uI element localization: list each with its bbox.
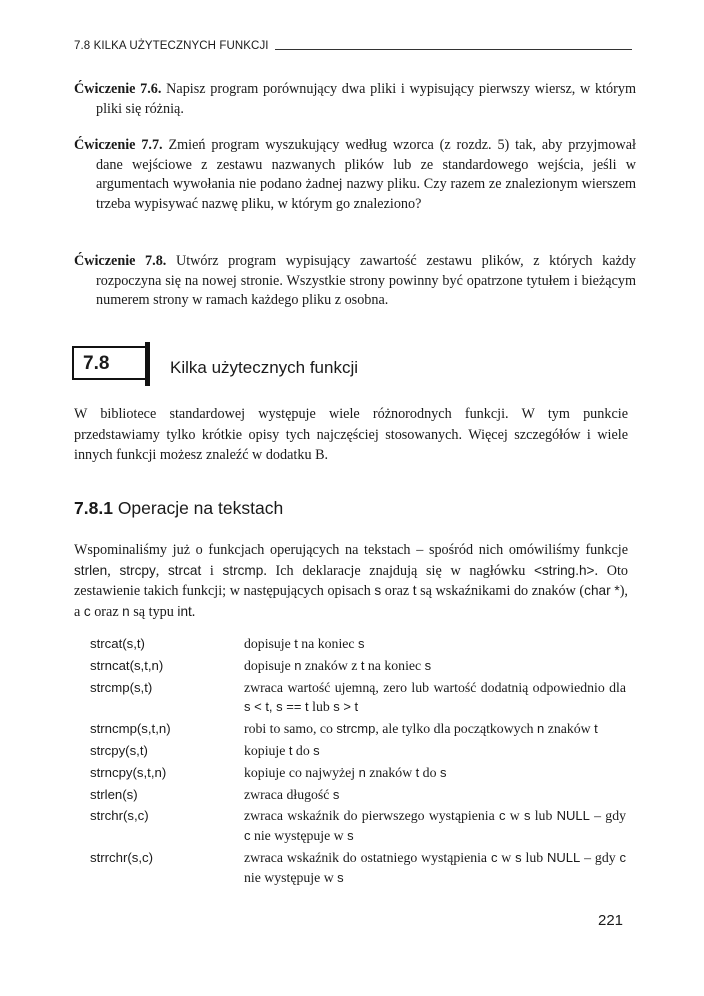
text-run: są typu [129, 603, 178, 620]
exercise-text: Napisz program porównujący dwa pliki i wypisujący pierwszy wiersz, w którym pliki się różnią. [96, 81, 636, 117]
function-name: strlen(s) [90, 786, 138, 802]
function-name: strcat(s,t) [90, 636, 145, 651]
function-row [90, 848, 630, 888]
text-run: , [107, 562, 120, 579]
exercise-label: Ćwiczenie 7.7. [74, 137, 163, 153]
subsection-heading [74, 498, 283, 519]
text-run: zwraca wskaźnik do ostatniego wystąpienia [244, 849, 491, 865]
function-description [244, 741, 626, 761]
text-run: do [292, 742, 314, 758]
function-name: strncmp(s,t,n) [90, 721, 171, 737]
text-run: zwraca wartość ujemną, zero lub wartość dodatnią odpowiednio dla [244, 679, 626, 695]
code-run: strcat [167, 562, 202, 578]
text-run: . Ich deklaracje znajdują się w nagłówku [263, 562, 535, 579]
text-run: i [201, 562, 223, 579]
code-run: NULL [547, 849, 581, 865]
code-run: s [347, 828, 354, 844]
function-description [244, 656, 626, 676]
section-title: Kilka użytecznych funkcji [170, 358, 359, 377]
code-run: s [515, 849, 522, 865]
text-run: . [191, 603, 196, 620]
code-run: c [619, 849, 626, 865]
code-run: NULL [556, 808, 590, 824]
exercise-text: Zmień program wyszukujący według wzorca (z rozdz. 5) tak, aby przyjmował dane wejściowe z zestawu nazwanych plików lub ze standardowego wejścia, jeśli w argumentach wywołania nie podano żadnej nazwy pliku. Czy razem ze znalezionym wierszem trzeba wypisywać nazwę pliku, w którym go znaleziono? [96, 137, 636, 212]
subsection-paragraph [74, 540, 628, 622]
text-run: znaków z [301, 657, 361, 673]
section-box-bar [145, 342, 150, 386]
code-run: n [294, 657, 302, 673]
function-row [90, 741, 630, 761]
text-run: , ale tylko dla początkowych [375, 721, 538, 737]
code-run: n [122, 603, 130, 619]
running-head-rule [275, 49, 632, 50]
code-run: c [490, 849, 498, 865]
function-name: strchr(s,c) [90, 808, 149, 824]
code-run: s [357, 636, 365, 651]
function-name: strcpy(s,t) [90, 742, 148, 758]
function-name: strncpy(s,t,n) [90, 764, 167, 780]
section-number-box [72, 346, 150, 380]
text-run: nie występuje w [250, 828, 348, 844]
function-row [90, 785, 630, 805]
text-run: znaków [544, 721, 595, 737]
function-description [244, 785, 626, 805]
text-run: , [155, 562, 168, 579]
function-row [90, 634, 630, 654]
exercise-label: Ćwiczenie 7.6. [74, 81, 162, 97]
exercise-text: Utwórz program wypisujący zawartość zestawu plików, z których każdy rozpoczyna się na nowej stronie. Wszystkie strony powinny być opatrzone tytułem i bieżącym numerem strony w ramach każdego pliku z osobna. [96, 253, 636, 309]
code-run: t [288, 742, 293, 758]
text-run: oraz [381, 583, 413, 599]
text-run: zwraca długość [244, 786, 333, 802]
code-run: s [439, 764, 447, 780]
text-run: lub [308, 699, 334, 715]
function-description [244, 806, 626, 846]
text-run: dopisuje [244, 657, 295, 673]
code-run: s [424, 657, 432, 673]
code-run: s [313, 742, 320, 758]
code-run: t [412, 583, 417, 598]
function-row [90, 806, 630, 846]
code-run: n [358, 764, 366, 780]
subsection-number: 7.8.1 [74, 498, 113, 518]
code-run: s [374, 583, 382, 598]
exercise-label: Ćwiczenie 7.8. [74, 253, 167, 269]
text-run: do [419, 764, 440, 780]
exercise-7-7 [74, 136, 636, 214]
running-head-title: 7.8 KILKA UŻYTECZNYCH FUNKCJI [74, 40, 269, 52]
code-run: char * [584, 583, 620, 598]
text-run: – gdy [589, 808, 626, 824]
code-run: t [360, 657, 365, 673]
code-run: strcmp [336, 721, 376, 737]
code-run: c [244, 828, 251, 844]
text-run: są wskaźnikami do znaków ( [416, 583, 585, 599]
code-run: s [332, 786, 340, 802]
text-run: na koniec [297, 636, 358, 651]
exercise-7-6 [74, 80, 636, 119]
function-name: strcmp(s,t) [90, 679, 153, 695]
code-run: s > t [333, 699, 359, 715]
text-run: kopiuje [244, 742, 289, 758]
code-run: t [594, 721, 598, 737]
code-run: t [415, 764, 420, 780]
function-description [244, 678, 626, 718]
text-run: w [497, 849, 516, 865]
text-run: robi to samo, co [244, 721, 337, 737]
code-run: strcpy [119, 562, 156, 578]
text-run: ), a [74, 583, 628, 620]
code-run: n [537, 721, 545, 737]
text-run: w [505, 808, 524, 824]
text-run: nie występuje w [244, 869, 338, 885]
running-head [74, 40, 632, 52]
text-run: Wspominaliśmy już o funkcjach operujących na tekstach – spośród nich omówiliśmy funkcje [74, 542, 628, 558]
code-run: int [177, 603, 192, 619]
code-run: s [523, 808, 531, 824]
function-description [244, 848, 626, 888]
function-row [90, 678, 630, 718]
code-run: c [498, 808, 506, 824]
code-run: strcmp [222, 562, 264, 578]
code-run: <string.h> [534, 562, 595, 578]
code-run: strlen [74, 562, 108, 578]
text-run: lub [521, 849, 548, 865]
text-run: zwraca wskaźnik do pierwszego wystąpienia [244, 808, 499, 824]
code-run: c [83, 603, 91, 619]
function-description [244, 719, 626, 739]
text-run: – gdy [580, 849, 620, 865]
subsection-title: Operacje na tekstach [117, 498, 284, 518]
page-number: 221 [598, 912, 624, 929]
function-row [90, 763, 630, 783]
text-run: dopisuje [244, 636, 295, 651]
code-run: s [337, 869, 344, 885]
exercise-7-8 [74, 252, 636, 311]
section-number: 7.8 [83, 353, 110, 374]
intro-paragraph: W bibliotece standardowej występuje wiele różnorodnych funkcji. W tym punkcie przedstawiamy tylko krótkie opisy tych najczęściej stosowanych. Więcej szczegółów i wiele innych funkcji możesz znaleźć w dodatku B. [74, 406, 628, 463]
function-description [244, 634, 626, 654]
function-list [90, 634, 630, 890]
function-description [244, 763, 626, 783]
section-heading [72, 343, 472, 383]
text-run: na koniec [364, 657, 425, 673]
function-row [90, 719, 630, 739]
text-run: lub [530, 808, 557, 824]
text-run: znaków [365, 764, 416, 780]
text-run: oraz [90, 603, 123, 620]
function-name: strncat(s,t,n) [90, 657, 164, 673]
code-run: s < t, s == t [244, 699, 309, 715]
function-name: strrchr(s,c) [90, 849, 153, 865]
text-run: kopiuje co najwyżej [244, 764, 359, 780]
code-run: t [294, 636, 298, 651]
text-run: . Oto zestawienie takich funkcji; w następujących opisach [74, 562, 629, 599]
function-row [90, 656, 630, 676]
